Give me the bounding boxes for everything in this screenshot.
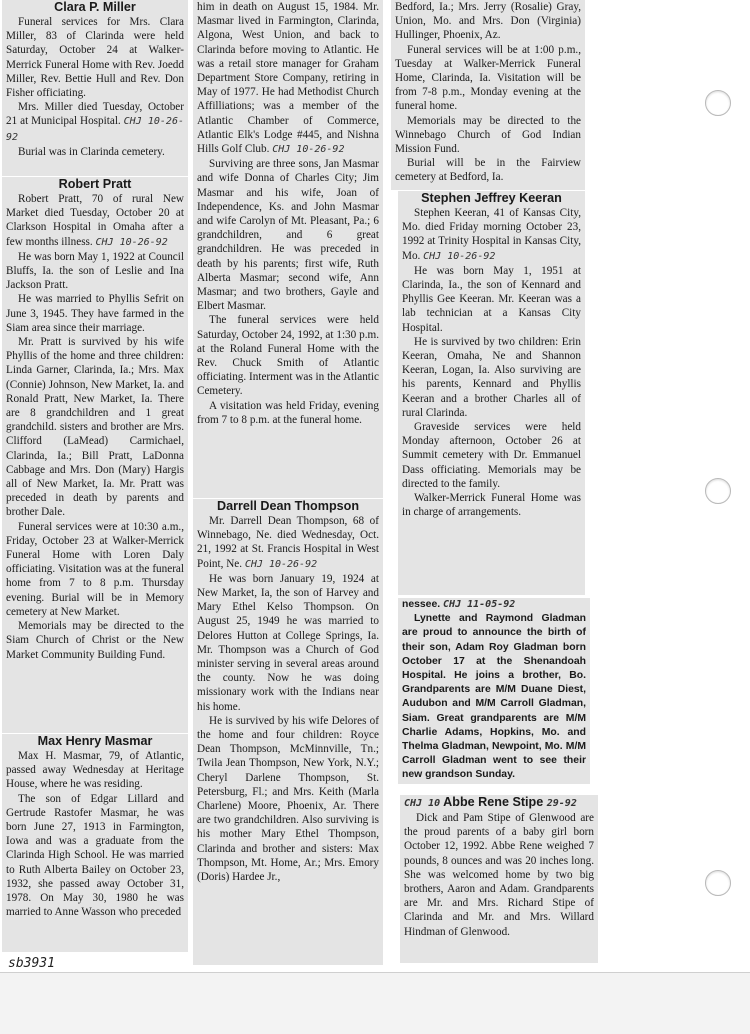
binder-hole: [705, 870, 731, 896]
obituary-text: Memorials may be directed to the Siam Church of Christ or the New Market Community Building Fund.: [6, 620, 184, 661]
obituary-text: Memorials may be directed to the Winnebago Church of God Indian Mission Fund.: [395, 114, 581, 156]
obituary-text: He was born May 1, 1951 at Clarinda, Ia., the son of Kennard and Phyllis Gee Keeran. Mr. Keeran was a lab technician at a Kansas City Hospital.: [402, 264, 581, 334]
obituary-max-masmar: [2, 734, 188, 952]
page-bottom-margin: [0, 972, 750, 1034]
obituary-text: Stephen Keeran, 41 of Kansas City, Mo. died Friday morning October 23, 1992 at Trinity Hospital in Kansas City, Mo. CHJ 10-26-92: [402, 207, 581, 262]
obituary-text: The son of Edgar Lillard and Gertrude Rastofer Masmar, he was born June 27, 1913 in Farmington, Iowa and was a graduate from the Clarinda High School. He was married to Ruth Alberta Bailey on October 23, 1932, she passed away October 31, 1978. On May 30, 1980 he was married to Anne Wasson who preceded: [6, 792, 184, 919]
obituary-title: Clara P. Miller: [54, 0, 136, 14]
obituary-robert-pratt: [2, 177, 188, 733]
obituary-text: Robert Pratt, 70 of rural New Market died Tuesday, October 20 at Clarkson Hospital in Omaha after a few months illness. CHJ 10-26-92: [6, 193, 184, 248]
birth-announcement-stipe: [400, 795, 598, 963]
handwritten-date-note: CHJ 10-26-92: [423, 250, 496, 262]
obituary-text: Burial was in Clarinda cemetery.: [18, 145, 165, 158]
obituary-text: Bedford, Ia.; Mrs. Jerry (Rosalie) Gray, Union, Mo. and Mrs. Don (Virginia) Hullinger, Phoenix, Az.: [395, 1, 581, 42]
handwritten-date-note: CHJ 10-26-92: [95, 236, 168, 248]
handwritten-date-note: CHJ 10-26-92: [244, 558, 318, 570]
obituary-title: Stephen Jeffrey Keeran: [421, 191, 562, 205]
obituary-thompson-continued: [391, 0, 585, 190]
handwritten-date-note: CHJ 11-05-92: [443, 599, 516, 610]
handwritten-date-note: 29-92: [546, 798, 577, 809]
birth-announcement-gladman: [398, 598, 590, 784]
obituary-text: Mr. Pratt is survived by his wife Phyllis of the home and three children: Linda Garner, Clarinda, Ia.; Mrs. Max (Connie) Johnson, New Market, Ia. and Ronald Pratt, New Market, Ia. There are 8 grandchildren and 1 great grandchild. sisters and brother are Mrs. Clifford (LaMead) Carmichael, Clarinda, Ia.; Bill Pratt, LaDonna Cabbage and Mrs. Don (Mary) Hargis all of New Market, Ia. Mr. Pratt was preceded in death by parents and brother Dale.: [6, 336, 184, 519]
obituary-text: Graveside services were held Monday afternoon, October 26 at Summit cemetery with Dr. Emmanuel Dass officiating. Memorials may be directed to the family.: [402, 421, 581, 490]
obituary-text: He was married to Phyllis Sefrit on June 3, 1945. They have farmed in the Siam area since their marriage.: [6, 293, 184, 334]
binder-hole: [705, 90, 731, 116]
announcement-text: Dick and Pam Stipe of Glenwood are the proud parents of a baby girl born October 12, 1992. Abbe Rene weighed 7 pounds, 8 ounces and was 20 inches long. She was welcomed home by two big brothers, Aaron and Adam. Grandparents are Mr. and Mrs. Richard Stipe of Clarinda and Mr. and Mrs. Willard Hindman of Glenwood.: [404, 812, 594, 938]
obituary-text: Funeral services were at 10:30 a.m., Friday, October 23 at Walker-Merrick Funeral Home with Loren Daly officiating. Visitation was at the funeral home from 7 to 8 p.m. Thursday evening. Burial will be in Memory cemetery at New Market.: [6, 520, 184, 618]
obituary-text: Funeral services will be at 1:00 p.m., Tuesday at Walker-Merrick Funeral Home, Clarinda, Ia. Visitation will be from 7-8 p.m., Monday evening at the funeral home.: [395, 43, 581, 113]
binder-hole: [705, 478, 731, 504]
handwritten-date-note: CHJ 10-26-92: [272, 144, 345, 156]
obituary-text: Mr. Darrell Dean Thompson, 68 of Winnebago, Ne. died Wednesday, Oct. 21, 1992 at St. Francis Hospital in West Point, Ne. CHJ 10-26-92: [197, 515, 379, 570]
handwritten-date-note: CHJ 10: [404, 798, 441, 809]
obituary-text: He was born January 19, 1924 at New Market, Ia, the son of Harvey and Mary Ethel Kelso Thompson. On August 25, 1949 he was married to Delores Hutton at College Springs, Ia. Mr. Thompson was a Church of God minister serving in several areas around the county. Now he was doing missionary work with the Indians near his home.: [197, 572, 379, 713]
announcement-text: Lynette and Raymond Gladman are proud to announce the birth of their son, Adam Roy Gladman born October 17 at the Shenandoah Hospital. He joins a brother, Bo. Grandparents are M/M Duane Diest, Audubon and M/M Carroll Gladman, Siam. Great grandparents are M/M Charlie Adams, Hopkins, Mo. and Thelma Gladman, Newpoint, Mo. M/M Carroll Gladman went to see their new grandson Sunday.: [402, 613, 586, 781]
obituary-max-masmar-continued: [193, 0, 383, 498]
obituary-title: Darrell Dean Thompson: [216, 499, 360, 513]
handwritten-scan-id: sb3931: [8, 956, 55, 971]
obituary-text: Mrs. Miller died Tuesday, October 21 at Municipal Hospital. CHJ 10-26-92: [6, 101, 184, 143]
announcement-text: nessee. CHJ 11-05-92: [402, 599, 516, 610]
obituary-text: Walker-Merrick Funeral Home was in charge of arrangements.: [402, 492, 581, 519]
obituary-clara-miller: [2, 0, 188, 176]
obituary-text: He is survived by two children: Erin Keeran, Omaha, Ne and Shannon Keeran, Logan, Ia. Also surviving are his parents, Kennard and Phyllis Keeran and a brother Charles all of rural Clarinda.: [402, 335, 581, 419]
announcement-title: CHJ 10 Abbe Rene Stipe 29-92: [404, 795, 577, 809]
obituary-text: Surviving are three sons, Jan Masmar and wife Donna of Charles City; Jim Masmar and his wife, Joan of Independence, Ks. and John Masmar and wife Carolyn of Mt. Pleasant, Pa.; 6 grandchildren, and 6 great grandchildren. He was preceded in death by his parents; first wife, Ruth Alberta Masmar; second wife, Ann Masmar; and two brothers, Gayle and Elbert Masmar.: [197, 158, 379, 313]
obituary-title: Robert Pratt: [58, 177, 132, 191]
obituary-text: He was born May 1, 1922 at Council Bluffs, Ia. the son of Leslie and Ina Jackson Pratt.: [6, 250, 184, 292]
obituary-text: The funeral services were held Saturday, October 24, 1992, at 1:30 p.m. at the Roland Funeral Home with the Rev. Chuck Smith of Atlantic officiating. Interment was in the Atlantic Cemetery.: [197, 314, 379, 398]
obituary-title: Max Henry Masmar: [37, 734, 153, 748]
obituary-text: He is survived by his wife Delores of the home and four children: Royce Dean Thompson, McMinnville, Tn.; Twila Jean Thompson, New York, N.Y.; Cheryl Darlene Thompson, St. Petersburg, Fl.; and Mrs. Keith (Marla Charlene) Moore, Phoenix, Ar. There are two grandchildren. Also surviving is his mother Mary Ethel Thompson, Clarinda and brother and sisters: Max Thompson, Mt. Home, Ar.; Mrs. Emory (Doris) Hardee Jr.,: [197, 714, 379, 884]
obituary-text: Burial will be in the Fairview cemetery at Bedford, Ia.: [395, 157, 581, 184]
obituary-darrell-thompson: [193, 499, 383, 965]
obituary-stephen-keeran: [398, 191, 585, 595]
handwritten-date-note: CHJ 10-26-92: [6, 116, 184, 143]
obituary-text: Funeral services for Mrs. Clara Miller, 83 of Clarinda were held Saturday, October 24 at Walker-Merrick Funeral Home with Rev. Joedd Miller, Rev. Bettie Hull and Rev. Don Fisher officiating.: [6, 16, 184, 100]
obituary-text: A visitation was held Friday, evening from 7 to 8 p.m. at the funeral home.: [197, 399, 379, 426]
obituary-text: Max H. Masmar, 79, of Atlantic, passed away Wednesday at Heritage House, where he was residing.: [6, 750, 184, 791]
obituary-text: him in death on August 15, 1984. Mr. Masmar lived in Farmington, Clarinda, Algona, West Union, and back to Clarinda before moving to Atlantic. He was a retail store manager for Graham Department Store Company, retiring in May of 1977. He had Methodist Church Affilliations; was a member of the Atlantic Chamber of Commerce, Atlantic Elk's Lodge #445, and Nishna Hills Golf Club. CHJ 10-26-92: [197, 1, 379, 156]
